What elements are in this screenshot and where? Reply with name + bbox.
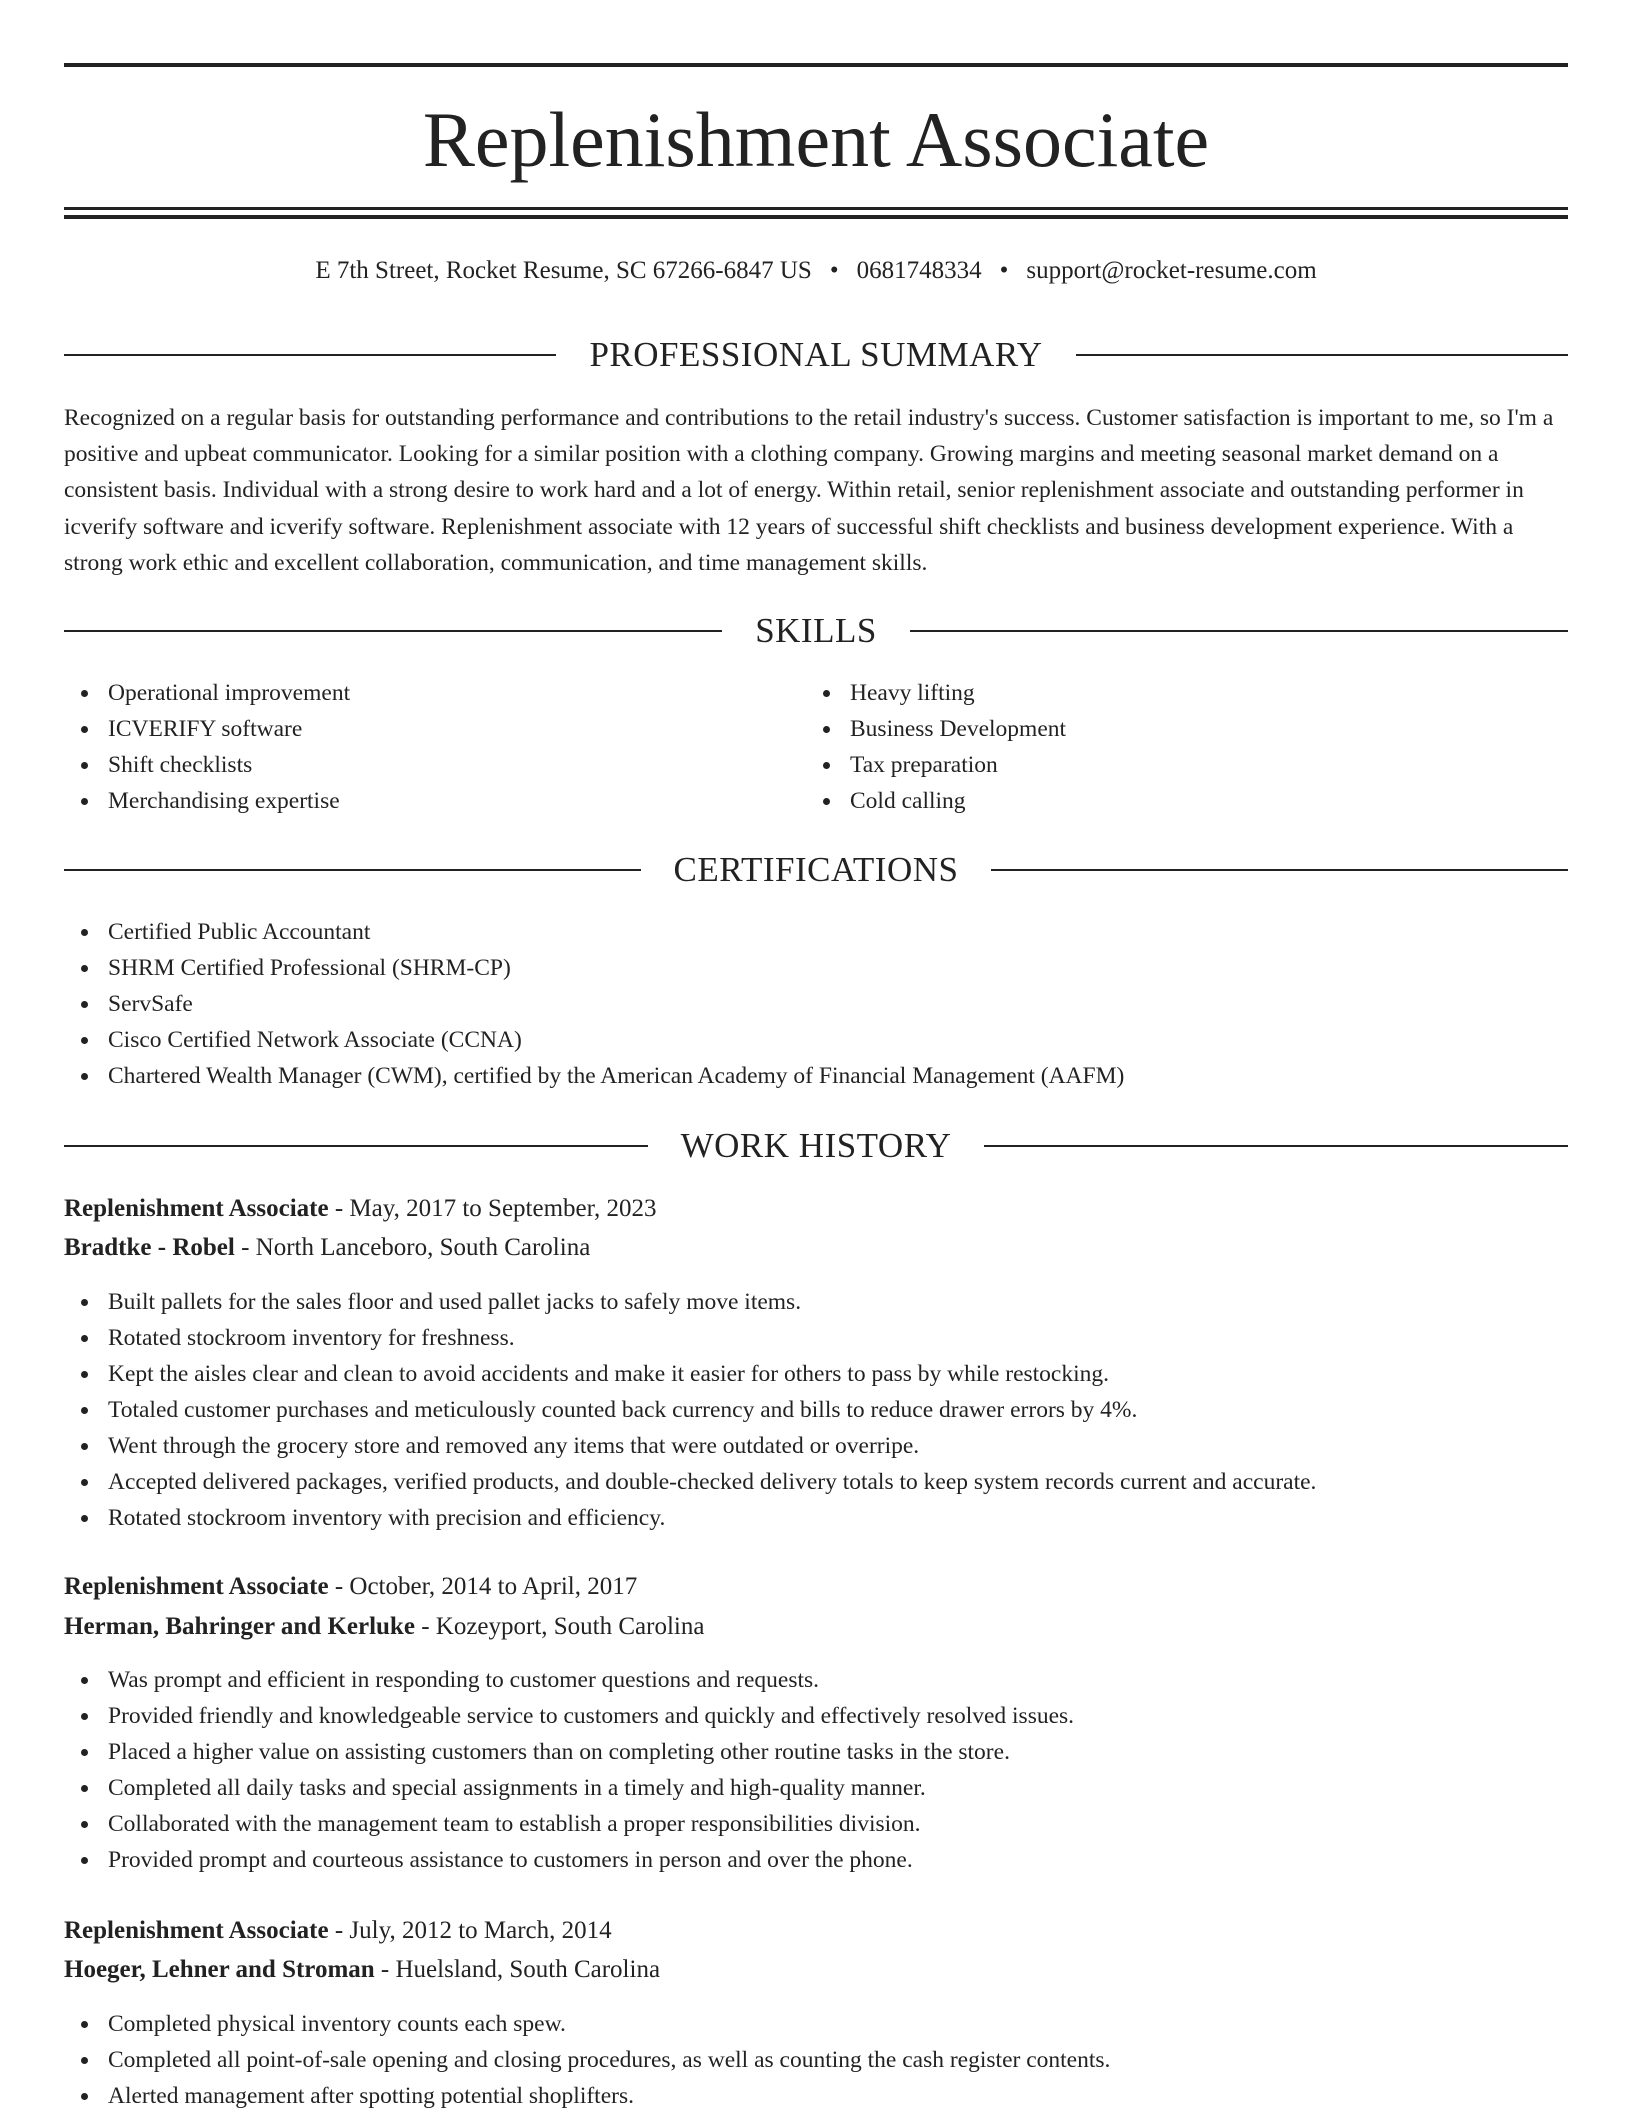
summary-text: Recognized on a regular basis for outstanding performance and contributions to the retail industry's success. Customer satisfaction is important to me, so I'm a positive and upbeat communicator. Looking for a similar position with a clothing company. Growing margins and meeting seasonal market demand on a consistent basis. Individual with a strong desire to work hard and a lot of energy. Within retail, senior replenishment associate and outstanding performer in icverify software and icverify software. Replenishment associate with 12 years of successful shift checklists and business development experience. With a strong work ethic and excellent collaboration, communication, and time management skills.	[64, 405, 1554, 576]
skill-item: ICVERIFY software	[64, 711, 764, 747]
resume-name: Replenishment Associate	[422, 96, 1210, 183]
job-duty: Totaled customer purchases and meticulously counted back currency and bills to reduce drawer errors by 4%.	[64, 1392, 1568, 1428]
section-heading-certifications	[64, 848, 1568, 892]
heading-rule	[64, 354, 556, 356]
job-duty: Completed all point-of-sale opening and closing procedures, as well as counting the cash register contents.	[64, 2042, 1568, 2078]
job-dates: - July, 2012 to March, 2014	[328, 1917, 612, 1944]
contact-phone: 0681748334	[856, 257, 982, 284]
skills-list-right	[806, 675, 1506, 819]
job-duty: Completed physical inventory counts each spew.	[64, 2006, 1568, 2042]
job-dates: - May, 2017 to September, 2023	[328, 1195, 657, 1222]
header-rule-lower	[64, 215, 1568, 219]
job-duties-list	[64, 2006, 1568, 2112]
contact-address: E 7th Street, Rocket Resume, SC 67266-6847 US	[315, 257, 812, 284]
resume-page	[64, 0, 1568, 2112]
job-location: - North Lanceboro, South Carolina	[234, 1234, 591, 1261]
job-company: Herman, Bahringer and Kerluke	[64, 1613, 415, 1640]
job-duty: Rotated stockroom inventory with precision and efficiency.	[64, 1500, 1568, 1536]
job-duty: Alerted management after spotting potential shoplifters.	[64, 2078, 1568, 2112]
job-duty: Collaborated with the management team to establish a proper responsibilities division.	[64, 1806, 1568, 1842]
job-duty: Provided friendly and knowledgeable service to customers and quickly and effectively resolved issues.	[64, 1698, 1568, 1734]
job-duty: Kept the aisles clear and clean to avoid accidents and make it easier for others to pass by while restocking.	[64, 1356, 1568, 1392]
job-duty: Rotated stockroom inventory for freshness.	[64, 1320, 1568, 1356]
job-duty: Placed a higher value on assisting customers than on completing other routine tasks in the store.	[64, 1734, 1568, 1770]
contact-line	[64, 254, 1568, 288]
heading-rule	[64, 1145, 648, 1147]
certification-item: ServSafe	[64, 986, 1568, 1022]
skill-item: Heavy lifting	[806, 675, 1506, 711]
skill-item: Cold calling	[806, 783, 1506, 819]
job-title: Replenishment Associate	[64, 1195, 329, 1222]
section-title: WORK HISTORY	[680, 1126, 952, 1165]
certification-item: Certified Public Accountant	[64, 914, 1568, 950]
heading-rule	[984, 1145, 1568, 1147]
section-title: PROFESSIONAL SUMMARY	[589, 335, 1043, 374]
job-company: Hoeger, Lehner and Stroman	[64, 1956, 375, 1983]
skill-item: Merchandising expertise	[64, 783, 764, 819]
job-title-line	[64, 1913, 1568, 1949]
heading-rule	[64, 869, 641, 871]
job-duty: Went through the grocery store and removed any items that were outdated or overripe.	[64, 1428, 1568, 1464]
job-duties-list	[64, 1662, 1568, 1878]
job-duty: Built pallets for the sales floor and used pallet jacks to safely move items.	[64, 1284, 1568, 1320]
job-location: - Huelsland, South Carolina	[374, 1956, 661, 1983]
contact-email: support@rocket-resume.com	[1026, 257, 1317, 284]
job-duty: Completed all daily tasks and special assignments in a timely and high-quality manner.	[64, 1770, 1568, 1806]
contact-separator: •	[999, 257, 1009, 284]
job-duty: Accepted delivered packages, verified products, and double-checked delivery totals to keep system records current and accurate.	[64, 1464, 1568, 1500]
certification-item: Chartered Wealth Manager (CWM), certified by the American Academy of Financial Management (AAFM)	[64, 1058, 1568, 1094]
top-rule	[64, 63, 1568, 67]
section-heading-skills	[64, 609, 1568, 653]
section-heading-summary	[64, 333, 1568, 377]
job-title-line	[64, 1191, 1568, 1227]
job-duties-list	[64, 1284, 1568, 1536]
heading-rule	[64, 630, 722, 632]
certification-item: SHRM Certified Professional (SHRM-CP)	[64, 950, 1568, 986]
job-company-line	[64, 1230, 1568, 1266]
skill-item: Shift checklists	[64, 747, 764, 783]
section-title: CERTIFICATIONS	[673, 850, 959, 889]
section-heading-work-history	[64, 1124, 1568, 1168]
job-company-line	[64, 1952, 1568, 1988]
heading-rule	[910, 630, 1568, 632]
certification-item: Cisco Certified Network Associate (CCNA)	[64, 1022, 1568, 1058]
skill-item: Operational improvement	[64, 675, 764, 711]
job-company-line	[64, 1609, 1568, 1645]
job-duty: Was prompt and efficient in responding to customer questions and requests.	[64, 1662, 1568, 1698]
job-title: Replenishment Associate	[64, 1917, 329, 1944]
job-title-line	[64, 1569, 1568, 1605]
heading-rule	[1076, 354, 1568, 356]
job-title: Replenishment Associate	[64, 1573, 329, 1600]
header-rule-upper	[64, 207, 1568, 210]
section-title: SKILLS	[755, 611, 877, 650]
skills-list-left	[64, 675, 764, 819]
contact-separator: •	[829, 257, 839, 284]
skill-item: Business Development	[806, 711, 1506, 747]
job-dates: - October, 2014 to April, 2017	[328, 1573, 638, 1600]
job-location: - Kozeyport, South Carolina	[414, 1613, 705, 1640]
job-company: Bradtke - Robel	[64, 1234, 235, 1261]
heading-rule	[991, 869, 1568, 871]
skill-item: Tax preparation	[806, 747, 1506, 783]
job-duty: Provided prompt and courteous assistance to customers in person and over the phone.	[64, 1842, 1568, 1878]
certifications-list	[64, 914, 1568, 1094]
